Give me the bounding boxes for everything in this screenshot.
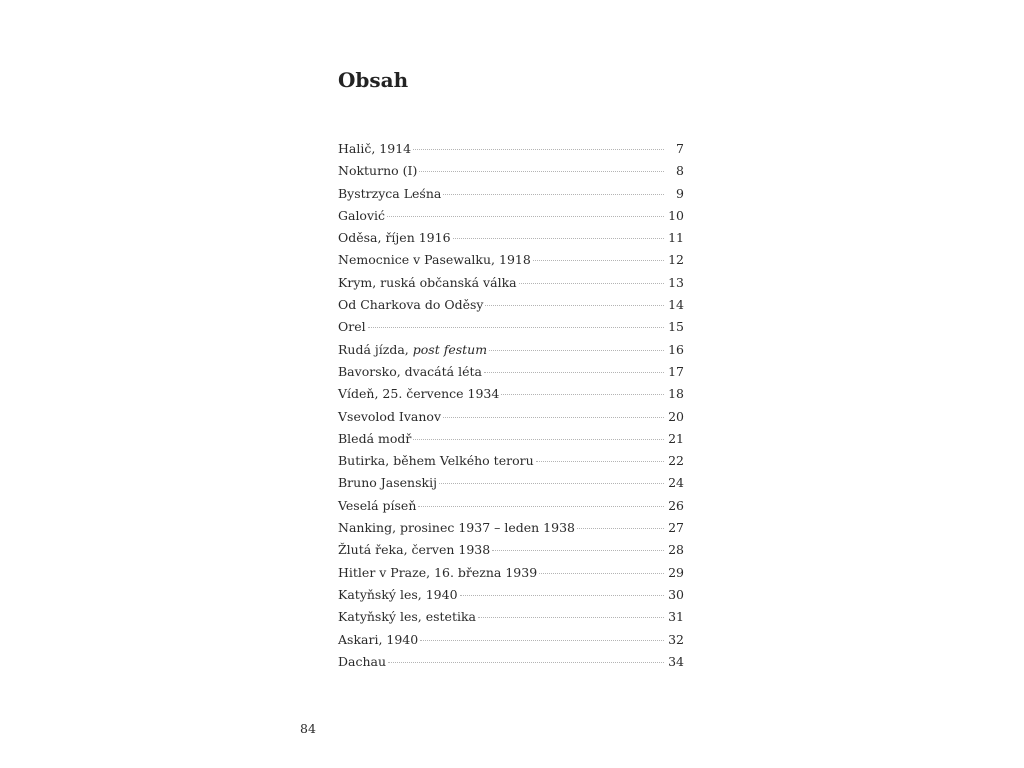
dot-leader — [539, 573, 664, 574]
toc-entry-page-number: 9 — [676, 185, 684, 201]
toc-entry-page-number: 24 — [668, 475, 684, 491]
toc-entry-page-number: 11 — [668, 230, 684, 246]
toc-entry-title-text: Nanking, prosinec 1937 – leden 1938 — [338, 520, 575, 536]
toc-entry-title-text: Dachau — [338, 653, 387, 669]
toc-entry-title-text: Halič, 1914 — [338, 141, 412, 156]
toc-entry-title — [338, 428, 411, 450]
toc-entry-page-number: 32 — [668, 631, 684, 647]
toc-entry-title-text: Bystrzyca Leśna — [338, 185, 442, 201]
toc-entry-page-number: 14 — [668, 297, 684, 313]
toc-entry-title-text: Nokturno (I) — [338, 163, 418, 179]
toc-entry-page-number: 22 — [668, 453, 684, 469]
toc-entry-title — [338, 517, 575, 539]
toc-entry — [338, 361, 684, 383]
toc-entry-page-number: 20 — [668, 408, 684, 424]
dot-leader — [443, 194, 664, 195]
toc-entry-title — [338, 272, 517, 294]
toc-entry — [338, 249, 684, 271]
toc-entry-title-text: Vsevolod Ivanov — [338, 408, 442, 424]
toc-entry-title — [338, 383, 499, 405]
dot-leader — [420, 640, 664, 641]
dot-leader — [489, 350, 664, 351]
toc-entry-title — [338, 361, 482, 383]
toc-entry-title — [338, 160, 417, 182]
toc-entry — [338, 316, 684, 338]
toc-entry-page-number: 27 — [668, 520, 684, 536]
toc-entry-title-text: Katyňský les, 1940 — [338, 586, 458, 602]
toc-entry-title-text: Rudá jízda, — [338, 341, 413, 357]
toc-entry-title — [338, 205, 385, 227]
dot-leader — [460, 595, 664, 596]
dot-leader — [439, 483, 664, 484]
toc-entry-title-text: Galović — [338, 207, 386, 223]
toc-entry-title-text: Veselá píseň — [338, 497, 417, 513]
page-title: Obsah — [338, 68, 409, 92]
toc-entry-title-text: Oděsa, říjen 1916 — [338, 230, 451, 246]
toc-entry — [338, 294, 684, 316]
dot-leader — [443, 417, 664, 418]
toc-entry-title — [338, 339, 487, 361]
dot-leader — [533, 260, 664, 261]
toc-entry-title-text: Hitler v Praze, 16. března 1939 — [338, 564, 538, 580]
toc-entry — [338, 227, 684, 249]
toc-entry-title-text: Bavorsko, dvacátá léta — [338, 363, 482, 379]
toc-entry-page-number: 16 — [668, 341, 684, 357]
toc-entry-page-number: 8 — [676, 163, 684, 179]
dot-leader — [419, 171, 664, 172]
toc-entry-title — [338, 562, 537, 584]
toc-entry-page-number: 13 — [668, 274, 684, 290]
toc-entry — [338, 651, 684, 673]
toc-entry — [338, 562, 684, 584]
dot-leader — [478, 617, 664, 618]
dot-leader — [492, 550, 664, 551]
toc-entry-title — [338, 138, 411, 160]
toc-entry-title-text: Žlutá řeka, červen 1938 — [338, 542, 491, 558]
toc-entry-title-text: Askari, 1940 — [338, 631, 419, 647]
toc-entry-title — [338, 495, 416, 517]
toc-entry-title — [338, 294, 483, 316]
toc-entry — [338, 406, 684, 428]
toc-entry — [338, 205, 684, 227]
page-number: 84 — [300, 721, 316, 736]
toc-entry — [338, 339, 684, 361]
toc-entry — [338, 495, 684, 517]
toc-entry-page-number: 15 — [668, 319, 684, 335]
toc-entry-page-number: 10 — [668, 207, 684, 223]
toc-entry-title — [338, 227, 451, 249]
toc-entry — [338, 539, 684, 561]
dot-leader — [501, 394, 664, 395]
toc-entry-title-text: Od Charkova do Oděsy — [338, 297, 484, 313]
dot-leader — [418, 506, 664, 507]
toc-entry-page-number: 30 — [668, 586, 684, 602]
toc-entry — [338, 272, 684, 294]
dot-leader — [453, 238, 664, 239]
toc-entry-title-text: Katyňský les, estetika — [338, 609, 476, 625]
dot-leader — [388, 662, 664, 663]
toc-entry-title — [338, 406, 441, 428]
toc-entry-title — [338, 629, 418, 651]
toc-entry — [338, 138, 684, 160]
dot-leader — [485, 305, 664, 306]
dot-leader — [413, 439, 664, 440]
toc-entry — [338, 428, 684, 450]
dot-leader — [577, 528, 664, 529]
dot-leader — [519, 283, 664, 284]
toc-entry-page-number: 17 — [668, 363, 684, 379]
dot-leader — [413, 149, 664, 150]
toc-entry-title-text: Bledá modř — [338, 430, 412, 446]
toc-entry — [338, 183, 684, 205]
toc-entry-title — [338, 316, 366, 338]
toc-entry-page-number: 26 — [668, 497, 684, 513]
toc-entry — [338, 383, 684, 405]
toc-entry-title — [338, 249, 531, 271]
toc-entry — [338, 584, 684, 606]
toc-entry-title — [338, 606, 476, 628]
toc-entry — [338, 629, 684, 651]
toc-entry-title — [338, 651, 386, 673]
dot-leader — [484, 372, 664, 373]
toc-entry-title-text: Bruno Jasenskij — [338, 475, 437, 491]
toc-entry-title-text: Vídeň, 25. července 1934 — [338, 386, 500, 402]
toc-entry-title-text: Nemocnice v Pasewalku, 1918 — [338, 252, 531, 268]
toc-entry-title — [338, 584, 458, 606]
toc-entry-title — [338, 183, 441, 205]
toc-entry-title-text: Butirka, během Velkého teroru — [338, 453, 534, 469]
toc-entry-page-number: 18 — [668, 386, 684, 402]
toc-entry-page-number: 28 — [668, 542, 684, 558]
toc-entry-page-number: 7 — [676, 141, 684, 156]
dot-leader — [536, 461, 664, 462]
toc-entry-title-italic: post festum — [412, 341, 488, 357]
toc-entry-page-number: 12 — [668, 252, 684, 268]
toc-entry-page-number: 31 — [668, 609, 684, 625]
toc-entry — [338, 450, 684, 472]
table-of-contents — [338, 138, 684, 673]
toc-entry-page-number: 29 — [668, 564, 684, 580]
toc-entry-title-text: Orel — [338, 319, 366, 335]
toc-entry — [338, 472, 684, 494]
toc-entry-title — [338, 450, 534, 472]
toc-entry-page-number: 34 — [668, 653, 684, 669]
toc-entry — [338, 606, 684, 628]
toc-entry-title-text: Krym, ruská občanská válka — [338, 274, 517, 290]
toc-entry-page-number: 21 — [668, 430, 684, 446]
toc-entry — [338, 160, 684, 182]
toc-entry-title — [338, 472, 437, 494]
toc-entry — [338, 517, 684, 539]
toc-entry-title — [338, 539, 490, 561]
dot-leader — [368, 327, 664, 328]
dot-leader — [387, 216, 664, 217]
